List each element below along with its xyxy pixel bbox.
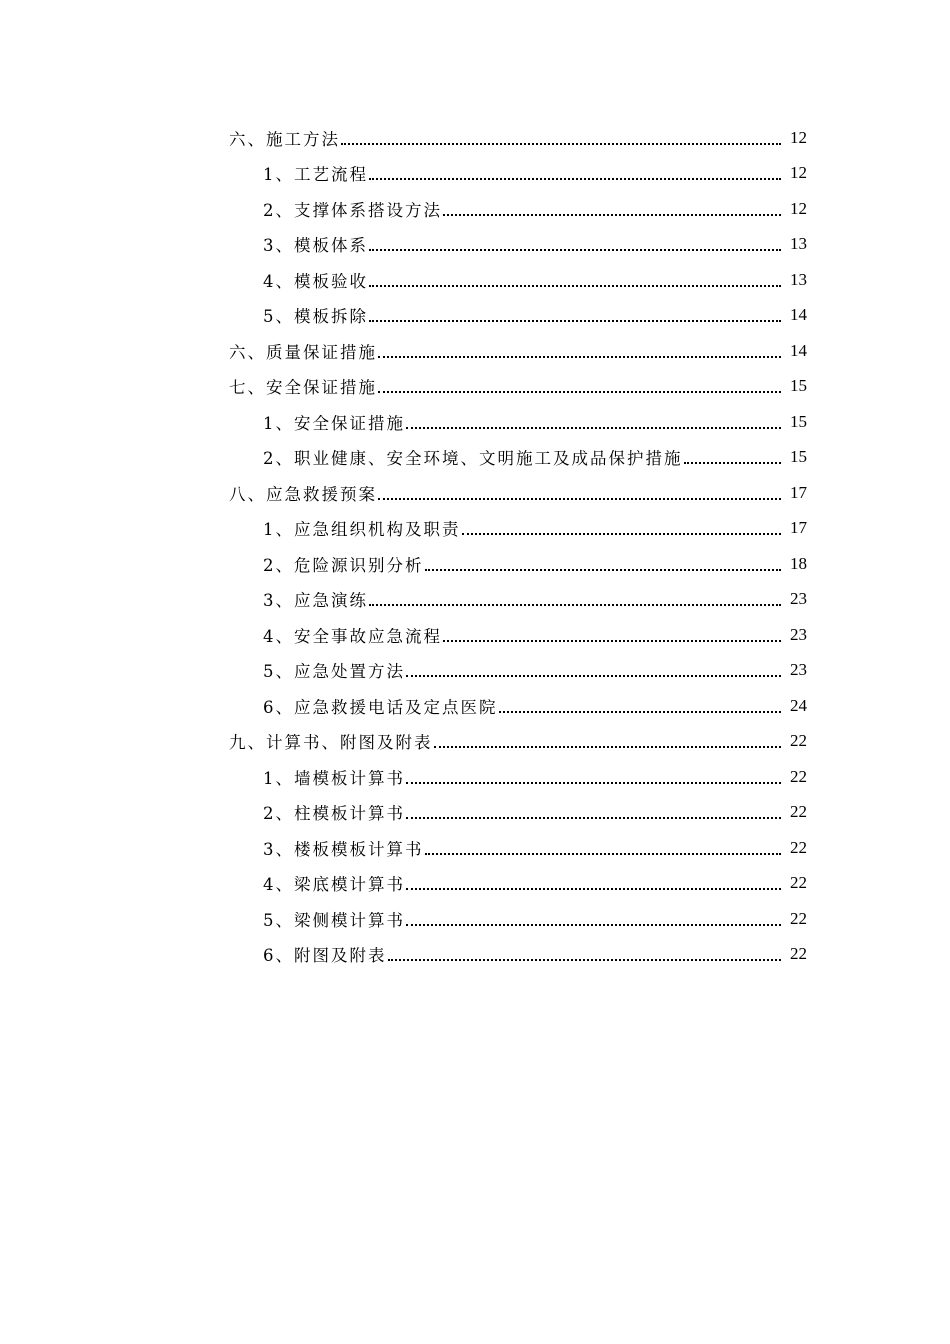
toc-page-number: 22 xyxy=(790,731,807,751)
toc-entry-label: 3、应急演练 xyxy=(263,591,368,611)
toc-entry[interactable] xyxy=(0,369,950,405)
toc-page-number: 15 xyxy=(790,376,807,396)
toc-dot-leader xyxy=(499,695,782,713)
toc-dot-leader xyxy=(684,446,782,464)
toc-entry-label: 2、支撑体系搭设方法 xyxy=(263,200,442,220)
toc-entry-label: 2、柱模板计算书 xyxy=(263,804,405,824)
toc-page-number: 22 xyxy=(790,944,807,964)
toc-dot-leader xyxy=(406,411,781,429)
toc-entry-label: 5、模板拆除 xyxy=(263,307,368,327)
toc-page-number: 12 xyxy=(790,127,807,147)
toc-dot-leader xyxy=(406,659,781,677)
toc-entry[interactable] xyxy=(0,333,950,369)
toc-entry[interactable] xyxy=(0,866,950,902)
toc-entry[interactable] xyxy=(0,759,950,795)
toc-entry[interactable] xyxy=(0,617,950,653)
toc-entry[interactable] xyxy=(0,653,950,689)
toc-entry-label: 1、工艺流程 xyxy=(263,165,368,185)
toc-entry-label: 七、安全保证措施 xyxy=(229,378,377,398)
toc-dot-leader xyxy=(369,233,781,251)
toc-dot-leader xyxy=(378,482,781,500)
toc-entry[interactable] xyxy=(0,901,950,937)
toc-dot-leader xyxy=(406,766,781,784)
toc-entry[interactable] xyxy=(0,404,950,440)
toc-entry-label: 1、安全保证措施 xyxy=(263,413,405,433)
toc-page-number: 22 xyxy=(790,908,807,928)
toc-entry[interactable] xyxy=(0,582,950,618)
toc-page-number: 17 xyxy=(790,518,807,538)
toc-dot-leader xyxy=(462,517,782,535)
toc-entry[interactable] xyxy=(0,830,950,866)
toc-page-number: 22 xyxy=(790,837,807,857)
toc-page-number: 15 xyxy=(790,411,807,431)
toc-entry[interactable] xyxy=(0,440,950,476)
toc-dot-leader xyxy=(369,588,781,606)
toc-dot-leader xyxy=(341,127,781,145)
toc-entry-label: 六、质量保证措施 xyxy=(229,342,377,362)
toc-dot-leader xyxy=(369,162,781,180)
toc-entry-label: 1、墙模板计算书 xyxy=(263,768,405,788)
toc-page-number: 24 xyxy=(790,695,807,715)
toc-dot-leader xyxy=(406,908,781,926)
toc-page-number: 12 xyxy=(790,198,807,218)
toc-entry[interactable] xyxy=(0,156,950,192)
toc-page-number: 22 xyxy=(790,802,807,822)
toc-entry-label: 2、危险源识别分析 xyxy=(263,555,424,575)
toc-entry-label: 6、应急救援电话及定点医院 xyxy=(263,697,498,717)
toc-entry[interactable] xyxy=(0,262,950,298)
toc-page-number: 13 xyxy=(790,234,807,254)
toc-page-number: 22 xyxy=(790,766,807,786)
toc-entry[interactable] xyxy=(0,688,950,724)
toc-page-number: 23 xyxy=(790,660,807,680)
toc-dot-leader xyxy=(406,872,781,890)
toc-entry-label: 4、安全事故应急流程 xyxy=(263,626,442,646)
toc-entry[interactable] xyxy=(0,795,950,831)
toc-dot-leader xyxy=(443,624,781,642)
toc-dot-leader xyxy=(406,801,781,819)
toc-entry[interactable] xyxy=(0,298,950,334)
toc-entry[interactable] xyxy=(0,120,950,156)
toc-dot-leader xyxy=(369,269,781,287)
toc-entry[interactable] xyxy=(0,724,950,760)
toc-page-number: 22 xyxy=(790,873,807,893)
toc-page-number: 17 xyxy=(790,482,807,502)
toc-dot-leader xyxy=(434,730,782,748)
toc-dot-leader xyxy=(443,198,781,216)
toc-dot-leader xyxy=(388,943,782,961)
toc-page-number: 14 xyxy=(790,305,807,325)
toc-page-number: 18 xyxy=(790,553,807,573)
toc-dot-leader xyxy=(425,553,782,571)
toc-entry[interactable] xyxy=(0,546,950,582)
toc-entry-label: 4、模板验收 xyxy=(263,271,368,291)
toc-entry-label: 5、梁侧模计算书 xyxy=(263,910,405,930)
toc-entry-label: 3、楼板模板计算书 xyxy=(263,839,424,859)
toc-page-number: 15 xyxy=(790,447,807,467)
toc-page-number: 23 xyxy=(790,624,807,644)
toc-dot-leader xyxy=(378,340,781,358)
toc-entry-label: 八、应急救援预案 xyxy=(229,484,377,504)
toc-entry-label: 5、应急处置方法 xyxy=(263,662,405,682)
toc-dot-leader xyxy=(369,304,781,322)
toc-page-number: 12 xyxy=(790,163,807,183)
toc-entry-label: 1、应急组织机构及职责 xyxy=(263,520,461,540)
toc-entry[interactable] xyxy=(0,475,950,511)
toc-entry[interactable] xyxy=(0,511,950,547)
toc-entry-label: 6、附图及附表 xyxy=(263,946,387,966)
toc-entry-label: 2、职业健康、安全环境、文明施工及成品保护措施 xyxy=(263,449,683,469)
toc-entry-label: 4、梁底模计算书 xyxy=(263,875,405,895)
toc-entry[interactable] xyxy=(0,191,950,227)
toc-dot-leader xyxy=(378,375,781,393)
toc-page-number: 23 xyxy=(790,589,807,609)
toc-page-number: 13 xyxy=(790,269,807,289)
table-of-contents xyxy=(0,120,950,972)
toc-entry-label: 3、模板体系 xyxy=(263,236,368,256)
toc-entry-label: 六、施工方法 xyxy=(229,129,340,149)
toc-dot-leader xyxy=(425,837,782,855)
toc-entry-label: 九、计算书、附图及附表 xyxy=(229,733,433,753)
toc-page-number: 14 xyxy=(790,340,807,360)
toc-entry[interactable] xyxy=(0,937,950,973)
toc-entry[interactable] xyxy=(0,227,950,263)
